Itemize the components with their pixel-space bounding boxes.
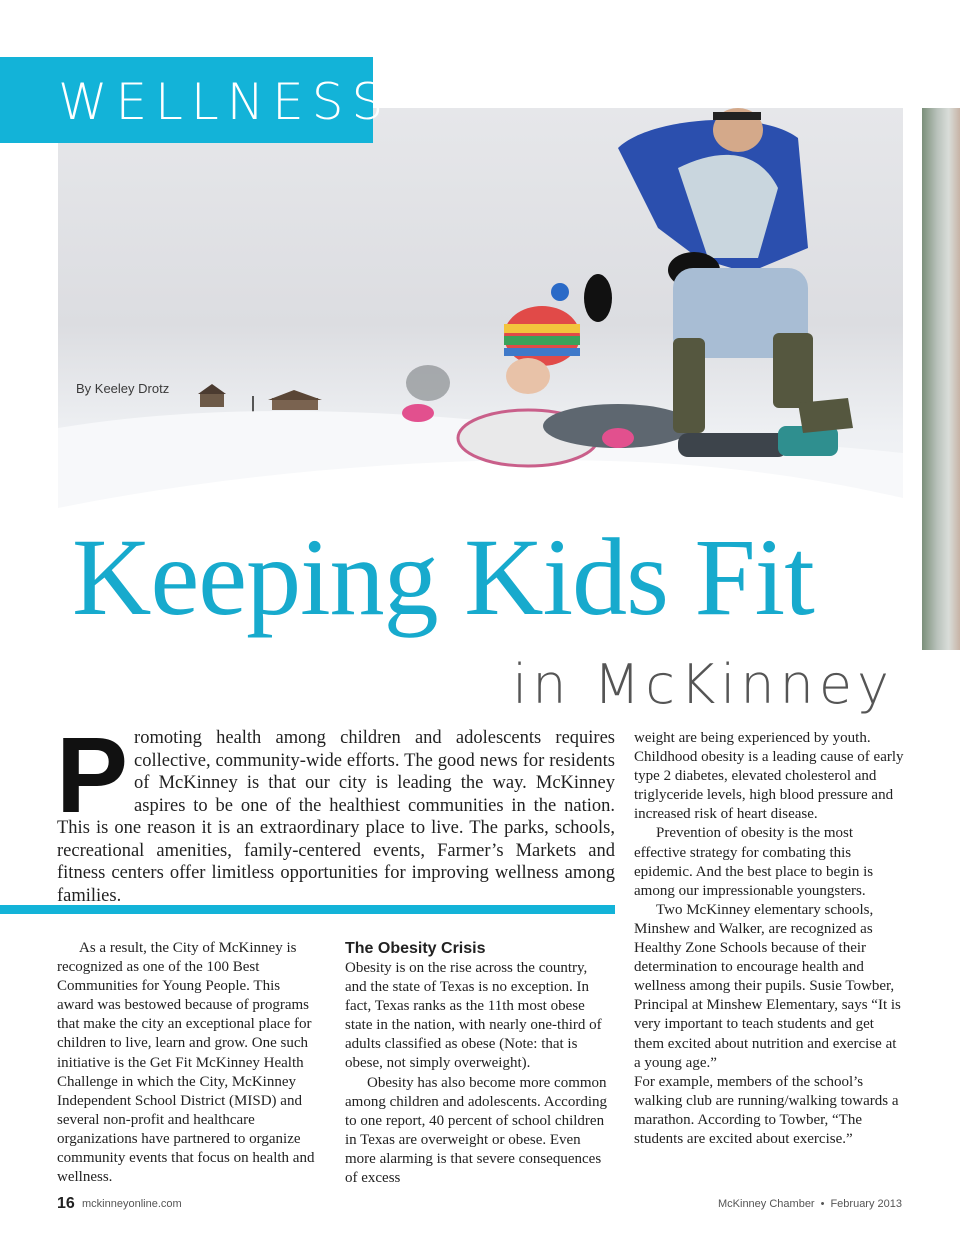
publication-footer <box>718 1198 902 1210</box>
article-title: Keeping Kids Fit <box>72 516 814 638</box>
column-2-heading: The Obesity Crisis <box>345 940 486 957</box>
column-1-paragraph-1: As a result, the City of McKinney is recognized as one of the 100 Best Communities for Young People. This award was bestowed because of programs that make the city an exceptional place for children to live, learn and grow. One such initiative is the Get Fit McKinney Health Challenge in which the City, McKinney Independent School District (MISD) and several non-profit and healthcare organizations have partnered to organize community events that focus on health and wellness. <box>57 940 315 1186</box>
footer-separator: • <box>820 1198 825 1210</box>
adjacent-photo-edge <box>922 108 960 650</box>
byline: By Keeley Drotz <box>76 381 170 396</box>
column-2-paragraph-1: Obesity is on the rise across the country, and the state of Texas is no exception. In fact, Texas ranks as the 11th most obese state in the nation, with nearly one-third of adults classified as obese (Note: that is obese, not simply overweight). <box>345 960 602 1072</box>
drop-cap: P <box>56 714 129 835</box>
column-2 <box>345 939 607 1188</box>
publication-name: McKinney Chamber <box>718 1198 815 1210</box>
column-1 <box>57 939 320 1187</box>
accent-rule <box>0 905 615 914</box>
lead-text: romoting health among children and adolescents requires collective, community-wide efforts. The good news for residents of McKinney is that our city is leading the way. McKinney aspires to be one of the healthiest communities in the nation. This is one reason it is an extraordinary place to live. The parks, schools, recreational amenities, family-centered events, Farmer’s Markets and fitness centers offer limitless opportunities for improving wellness among families. <box>57 728 615 906</box>
lead-paragraph <box>56 714 615 907</box>
column-3-paragraph-2: Prevention of obesity is the most effective strategy for combating this epidemic. And the best place to begin is among our impressionable youngsters. <box>634 825 874 899</box>
section-label: WELLNESS <box>58 73 392 131</box>
column-3-paragraph-4: For example, members of the school’s walking club are running/walking towards a marathon. According to Towber, “The students are excited about exercise.” <box>634 1073 899 1147</box>
issue-date: February 2013 <box>830 1198 902 1210</box>
column-3-paragraph-3: Two McKinney elementary schools, Minshew and Walker, are recognized as Healthy Zone Schools because of their determination to encourage health and wellness among their pupils. Susie Towber, Principal at Minshew Elementary, says “It is very important to teach students and get them excited about nutrition and exercise at a young age.” <box>634 901 901 1071</box>
website-link[interactable]: mckinneyonline.com <box>82 1198 182 1210</box>
column-3 <box>634 729 906 1149</box>
column-3-paragraph-1: weight are being experienced by youth. Childhood obesity is a leading cause of early type 2 diabetes, elevated cholesterol and triglyceride levels, high blood pressure and increased risk of heart disease. <box>634 730 904 823</box>
page-number: 16 <box>57 1195 75 1212</box>
column-2-paragraph-2: Obesity has also become more common among children and adolescents. According to one report, 40 percent of school children in Texas are overweight or obese. Even more alarming is that severe consequences of excess <box>345 1074 608 1187</box>
article-subtitle: in McKinney <box>512 653 894 716</box>
